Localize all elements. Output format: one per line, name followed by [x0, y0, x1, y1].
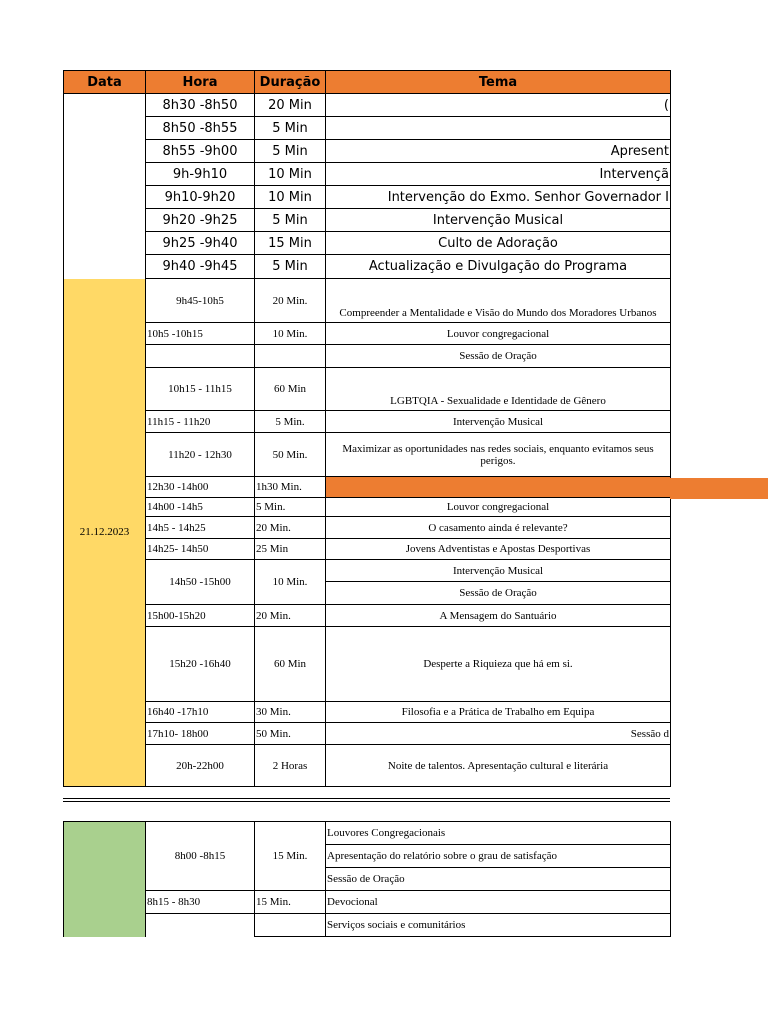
hora-cell: 10h15 - 11h15	[146, 368, 255, 411]
table-row	[64, 627, 671, 702]
hora-cell: 16h40 -17h10	[146, 702, 255, 723]
table-row	[64, 411, 671, 433]
lunch-break-bar-extension	[670, 478, 768, 499]
tema-cell: Jovens Adventistas e Apostas Desportivas	[326, 539, 671, 560]
tema-cell: Louvores Congregacionais	[326, 822, 671, 845]
table-row	[64, 517, 671, 539]
duracao-cell: 5 Min.	[255, 411, 326, 433]
duracao-cell: 60 Min	[255, 368, 326, 411]
hora-cell: 15h00-15h20	[146, 605, 255, 627]
header-duracao: Duração	[255, 71, 326, 94]
hora-cell: 9h20 -9h25	[146, 209, 255, 232]
tema-cell: O casamento ainda é relevante?	[326, 517, 671, 539]
date-cell-day2	[64, 822, 146, 937]
table-row	[64, 163, 671, 186]
duracao-cell: 10 Min	[255, 186, 326, 209]
hora-cell: 9h45-10h5	[146, 279, 255, 323]
hora-cell: 15h20 -16h40	[146, 627, 255, 702]
hora-cell: 8h30 -8h50	[146, 94, 255, 117]
tema-cell: Maximizar as oportunidades nas redes sociais, enquanto evitamos seus perigos.	[326, 433, 671, 477]
tema-cell	[326, 117, 671, 140]
hora-cell: 8h00 -8h15	[146, 822, 255, 891]
duracao-cell: 15 Min.	[255, 891, 326, 914]
duracao-cell: 50 Min.	[255, 433, 326, 477]
schedule-table-day1	[63, 70, 671, 787]
table-row	[64, 477, 671, 498]
table-row	[64, 539, 671, 560]
table-row	[64, 822, 671, 845]
table-row	[64, 498, 671, 517]
hora-cell: 9h10-9h20	[146, 186, 255, 209]
duracao-cell: 1h30 Min.	[255, 477, 326, 498]
hora-cell: 14h50 -15h00	[146, 560, 255, 605]
table-row	[64, 368, 671, 411]
tema-cell: A Mensagem do Santuário	[326, 605, 671, 627]
duracao-cell: 10 Min.	[255, 323, 326, 345]
table-row	[64, 209, 671, 232]
table-row	[64, 140, 671, 163]
tema-cell: Intervenção Musical	[326, 411, 671, 433]
hora-cell: 9h40 -9h45	[146, 255, 255, 279]
table-row	[64, 323, 671, 345]
tema-cell: Serviços sociais e comunitários	[326, 914, 671, 937]
tema-cell: Desperte a Riquieza que há em si.	[326, 627, 671, 702]
table-row	[64, 94, 671, 117]
tema-cell: Culto de Adoração	[326, 232, 671, 255]
table-row	[64, 232, 671, 255]
hora-cell: 8h15 - 8h30	[146, 891, 255, 914]
duracao-cell: 10 Min.	[255, 560, 326, 605]
tema-cell: Intervenção Musical	[326, 209, 671, 232]
duracao-cell: 60 Min	[255, 627, 326, 702]
hora-cell: 10h5 -10h15	[146, 323, 255, 345]
duracao-cell: 20 Min.	[255, 605, 326, 627]
hora-cell: 9h-9h10	[146, 163, 255, 186]
duracao-cell: 25 Min	[255, 539, 326, 560]
hora-cell: 8h50 -8h55	[146, 117, 255, 140]
tema-cell: Louvor congregacional	[326, 498, 671, 517]
duracao-cell: 2 Horas	[255, 745, 326, 787]
hora-cell	[146, 914, 255, 937]
tema-cell: Sessão de Oração	[326, 345, 671, 368]
tema-cell: Intervenção Musical	[326, 560, 671, 582]
hora-cell: 14h25- 14h50	[146, 539, 255, 560]
hora-cell	[146, 345, 255, 368]
date-cell-blank	[64, 94, 146, 279]
table-row	[64, 560, 671, 582]
table-row	[64, 745, 671, 787]
hora-cell: 20h-22h00	[146, 745, 255, 787]
duracao-cell: 15 Min	[255, 232, 326, 255]
duracao-cell: 5 Min.	[256, 501, 286, 513]
tema-cell: Devocional	[326, 891, 671, 914]
tema-cell: Louvor congregacional	[326, 323, 671, 345]
table-row	[64, 702, 671, 723]
table-row	[64, 255, 671, 279]
table-row	[64, 186, 671, 209]
hora-cell: 11h20 - 12h30	[146, 433, 255, 477]
tema-cell: Sessão de Oração	[326, 582, 671, 605]
duracao-cell: 10 Min	[255, 163, 326, 186]
schedule-table-day2	[63, 821, 671, 937]
duracao-cell: 50 Min.	[255, 723, 326, 745]
header-tema: Tema	[326, 71, 671, 94]
hora-cell: 8h55 -9h00	[146, 140, 255, 163]
tema-cell: (	[326, 94, 671, 117]
duracao-cell	[255, 345, 326, 368]
table-row	[64, 723, 671, 745]
table-row	[64, 433, 671, 477]
date-cell: 21.12.2023	[64, 279, 146, 787]
hora-cell: 14h5 - 14h25	[146, 517, 255, 539]
header-data: Data	[64, 71, 146, 94]
tema-cell: Apresent	[326, 140, 671, 163]
duracao-cell: 5 Min	[255, 255, 326, 279]
duracao-cell: 20 Min.	[255, 279, 326, 323]
tema-cell: Actualização e Divulgação do Programa	[326, 255, 671, 279]
hora-cell: 17h10- 18h00	[146, 723, 255, 745]
header-row	[64, 71, 671, 94]
tema-cell: Intervençã	[326, 163, 671, 186]
tema-cell: Sessão d	[326, 723, 671, 745]
header-hora: Hora	[146, 71, 255, 94]
table-row	[64, 914, 671, 937]
table-row	[64, 891, 671, 914]
hora-cell: 11h15 - 11h20	[146, 411, 255, 433]
duracao-cell: 5 Min	[255, 117, 326, 140]
hora-cell: 9h25 -9h40	[146, 232, 255, 255]
tema-cell: Sessão de Oração	[326, 868, 671, 891]
tema-cell: Noite de talentos. Apresentação cultural e literária	[326, 745, 671, 787]
hora-cell: 12h30 -14h00	[146, 477, 255, 498]
hora-cell: 14h00 -14h5	[146, 498, 255, 517]
table-row	[64, 345, 671, 368]
table-row	[64, 605, 671, 627]
duracao-cell: 15 Min.	[255, 822, 326, 891]
table-row	[64, 279, 671, 323]
tema-cell: Intervenção do Exmo. Senhor Governador I	[326, 186, 671, 209]
duracao-cell: 20 Min.	[255, 517, 326, 539]
table-row	[64, 117, 671, 140]
tema-cell: Compreender a Mentalidade e Visão do Mundo dos Moradores Urbanos	[326, 279, 671, 323]
duracao-cell: 20 Min	[255, 94, 326, 117]
tema-cell: Filosofia e a Prática de Trabalho em Equipa	[326, 702, 671, 723]
duracao-cell	[255, 914, 326, 937]
duracao-cell: 30 Min.	[255, 702, 326, 723]
day-separator	[63, 798, 670, 802]
duracao-cell: 5 Min	[255, 209, 326, 232]
tema-cell: Apresentação do relatório sobre o grau de satisfação	[326, 845, 671, 868]
lunch-break-bar	[326, 477, 671, 498]
tema-cell: LGBTQIA - Sexualidade e Identidade de Gênero	[326, 368, 671, 411]
duracao-cell: 5 Min	[255, 140, 326, 163]
